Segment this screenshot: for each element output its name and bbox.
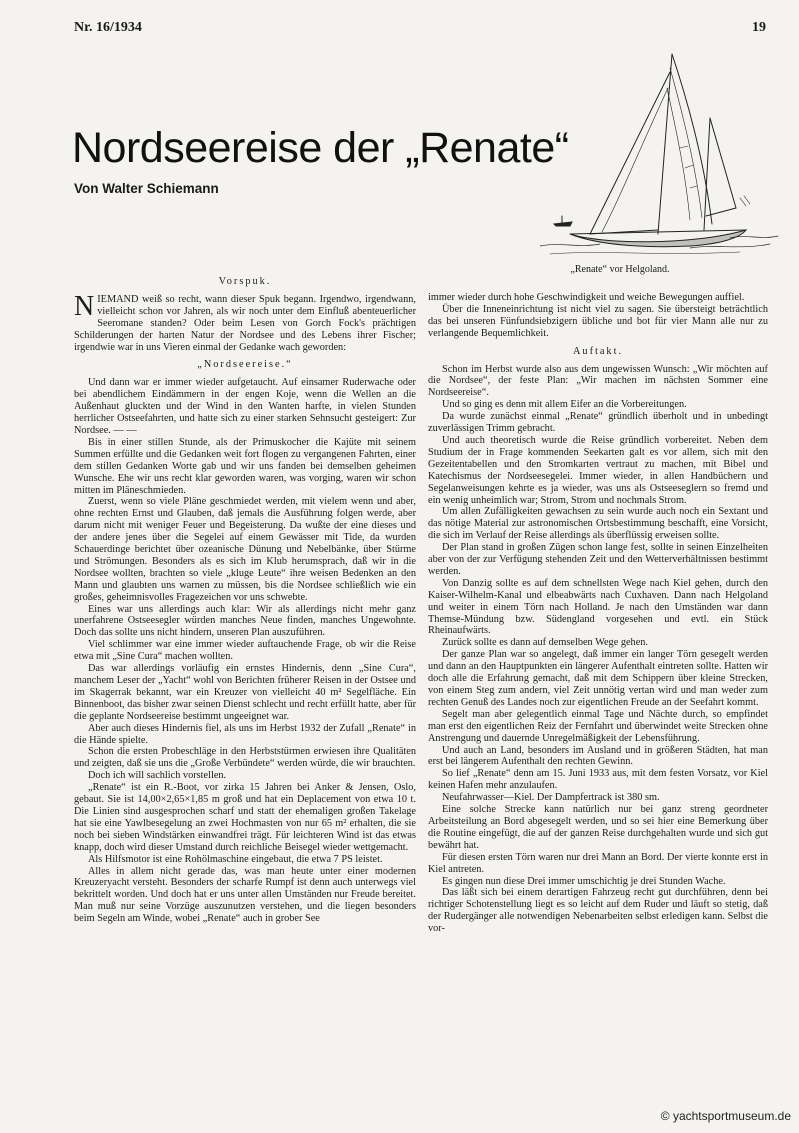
paragraph: Schon die ersten Probeschläge in den Herbststürmen erwiesen ihre Qualitäten und zeigten, daß sie uns die „Große Verbündete“ werden würde, die wir brauchten. bbox=[74, 746, 416, 770]
paragraph: Der ganze Plan war so angelegt, daß immer ein langer Törn gesegelt werden und dann an den Hauptpunkten ein längerer Aufenthalt eintreten sollte. Hatten wir doch alle die Erfahrung gemacht, daß mit dem Schippern über kleine Strecken, von einem Steg zum andern, viel Zeit unnötig vertan wird und man weder zum rechten Genuß des Landes noch zur eigentlichen Freude an der Seefahrt kommt. bbox=[428, 649, 768, 708]
paragraph: Das läßt sich bei einem derartigen Fahrzeug recht gut durchführen, denn bei richtiger Schotenstellung liegt es so leicht auf dem Ruder und läuft so stetig, daß der Rudergänger alle notwendigen Nebenarbeiten selbst erledigen kann. Selbst die vor- bbox=[428, 887, 768, 935]
article-title: Nordseereise der „Renate“ bbox=[72, 124, 569, 172]
paragraph: Um allen Zufälligkeiten gewachsen zu sein wurde auch noch ein Sextant und das nötige Material zur astronomischen Ortsbestimmung beschafft, eine Vorsicht, die sich im Verlauf der Reise allerdings als überflüssig erweisen sollte. bbox=[428, 506, 768, 542]
paragraph: Und dann war er immer wieder aufgetaucht. Auf einsamer Ruderwache oder bei abendlichem Eindämmern in der engen Koje, wenn die Wellen an die Außenhaut gluckten und der Wind in den Wanten harfte, in vielen Stunden herrlicher Ostseefahrten, und hatte sich zu einer starken Sehnsucht gesteigert: Zur Nordsee. — — bbox=[74, 377, 416, 436]
article-author: Von Walter Schiemann bbox=[74, 181, 219, 196]
paragraph: Und auch theoretisch wurde die Reise gründlich vorbereitet. Neben dem Studium der in Frage kommenden Seekarten galt es vor allem, sich mit den Gezeitentabellen und den Stromkarten vertraut zu machen, mit Bibel und Katechismus der Nordseesegelei. Immer wieder, in allen Handbüchern und Segelanweisungen kehrte es ja wieder, was uns als Ostseeseglern so fremd und ein wenig unheimlich war; Strom, Strom und nochmals Strom. bbox=[428, 434, 768, 506]
paragraph: Aber auch dieses Hindernis fiel, als uns im Herbst 1932 der Zufall „Renate“ in die Hände spielte. bbox=[74, 722, 416, 746]
paragraph: Schon im Herbst wurde also aus dem ungewissen Wunsch: „Wir möchten auf die Nordsee“, der feste Plan: „Wir machen im nächsten Sommer eine Nordseereise“. bbox=[428, 363, 768, 399]
paragraph: Und so ging es denn mit allem Eifer an die Vorbereitungen. bbox=[442, 399, 687, 411]
left-column bbox=[74, 276, 416, 1086]
paragraph: Über die Inneneinrichtung ist nicht viel zu sagen. Sie übersteigt beträchtlich das bei unseren Fünfundsiebzigern übliche und bot für vier Mann alle nur zu verlangende Bequemlichkeit. bbox=[428, 303, 768, 339]
paragraph: Für diesen ersten Törn waren nur drei Mann an Bord. Der vierte konnte erst in Kiel antreten. bbox=[428, 851, 768, 875]
paragraph: Von Danzig sollte es auf dem schnellsten Wege nach Kiel gehen, durch den Kaiser-Wilhelm-Kanal und elbeabwärts nach Cuxhaven. Dann nach Helgoland und weiter in einem Törn nach Holland. Je nach den Umständen war dann Themse-Mündung bzw. Südengland vorgesehen und evtl. ein Stück Rheinaufwärts. bbox=[428, 577, 768, 637]
page-number: 19 bbox=[752, 20, 766, 35]
paragraph: Zuerst, wenn so viele Pläne geschmiedet werden, mit vielem wenn und aber, ohne rechten Ernst und Glauben, daß jemals die Ausführung folgen werde, aber darum nicht mit weniger Feuer und Begeisterung. Da wußte der eine dieses und der andere jenes über die Segelei auf einem Gewässer mit Tide, da wurden Schauerdinge berichtet über ozeanische Dünung und Nebelbänke, über Stürme und Strömungen. Besonders als es sich im Klub herumsprach, daß wir in die Nordsee wollten, brachten so viele „kluge Leute“ ihre weisen Bedenken an den Mann und glaubten uns warnen zu müssen, bis die Nordsee schließlich wie ein großes, geheimnisvolles Fragezeichen vor uns schwebte. bbox=[74, 496, 416, 603]
figure-caption: „Renate“ vor Helgoland. bbox=[570, 264, 670, 275]
section-heading-auftakt: Auftakt. bbox=[572, 345, 624, 357]
section-heading-vorspuk: Vorspuk. bbox=[218, 276, 272, 287]
lead-paragraph bbox=[74, 290, 416, 354]
paragraph: Doch ich will sachlich vorstellen. bbox=[88, 770, 227, 782]
paragraph: Das war allerdings vorläufig ein ernstes Hindernis, denn „Sine Cura“, manchem Leser der „Yacht“ wohl von Berichten früherer Reisen in der Ostsee und im Skagerrak bekannt, war ein Kreuzer von vielleicht 40 m² Segelfläche. Ein Binnenboot, das bisher zwar seinen Dienst schlecht und recht erfüllt hatte, aber für die geplante Nordseereise bestimmt ungeeignet war. bbox=[74, 663, 416, 722]
paragraph: Da wurde zunächst einmal „Renate“ gründlich überholt und in unbedingt zuverlässigen Trimm gebracht. bbox=[428, 411, 768, 435]
paragraph: immer wieder durch hohe Geschwindigkeit und weiche Bewegungen auffiel. bbox=[428, 292, 745, 303]
paragraph: Viel schlimmer war eine immer wieder auftauchende Frage, ob wir die Reise etwa mit „Sine Cura“ machen wollten. bbox=[74, 639, 416, 663]
right-column bbox=[428, 292, 768, 1082]
paragraph: Es gingen nun diese Drei immer umschichtig je drei Stunden Wache. bbox=[442, 875, 726, 887]
paragraph: „Renate“ ist ein R.-Boot, vor zirka 15 Jahren bei Anker & Jensen, Oslo, gebaut. Sie ist 14,00×2,65×1,85 m groß und hat ein Deplacement von etwa 10 t. Die Linien sind ausgesprochen scharf und statt der ehemaligen großen Takelage hat sie eine Yawlbesegelung an zwei Hochmasten von nur 65 m² erhalten, die sie noch bei sieben Windstärken einwandfrei trägt. Für leichteren Wind ist das etwas knapp, doch wird dieser Umstand durch reichliche Beisegel wieder wettgemacht. bbox=[74, 782, 416, 853]
paragraph: Als Hilfsmotor ist eine Rohölmaschine eingebaut, die etwa 7 PS leistet. bbox=[88, 853, 383, 865]
paragraph: Der Plan stand in großen Zügen schon lange fest, sollte in seinen Einzelheiten aber von der zur Verfügung stehenden Zeit und den Wetterverhältnissen bestimmt werden. bbox=[428, 542, 768, 577]
paragraph: Bis in einer stillen Stunde, als der Primuskocher die Kajüte mit seinem Summen erfüllte und die Gedanken weit fort flogen zu vergangenen Fahrten, einer dem stillen Gedanken Worte gab und wir uns fanden bei demselben geheimen Wunsche. Ehe wir uns recht klar geworden waren, was vorging, waren wir schon mitten im Pläneschmieden. bbox=[74, 436, 416, 496]
lead-text: IEMAND weiß so recht, wann dieser Spuk begann. Irgendwo, irgendwann, vielleicht schon vor Jahren, als wir noch unter dem Einfluß abenteuerlicher Seeromane standen? Oder beim Lesen von Gorch Fock's prächtigen Schilderungen der harten Natur der Nordsee und des Lebens ihrer Fischer; irgendwie war in uns Vieren einmal der Gedanke wach geworden: bbox=[74, 293, 416, 353]
paragraph: Und auch an Land, besonders im Ausland und in größeren Städten, hat man erst bei längerem Aufenthalt den rechten Gewinn. bbox=[428, 744, 768, 768]
paragraph: Eine solche Strecke kann natürlich nur bei ganz streng geordneter Arbeitsteilung an Bord abgesegelt werden, und so sei hier eine Bemerkung über die Routine eingefügt, die auf der ganzen Reise durchgehalten wurde und sich gut bewährt hat. bbox=[428, 804, 768, 851]
paragraph: Alles in allem nicht gerade das, was man heute unter einer modernen Kreuzeryacht versteht. Besonders der scharfe Rumpf ist denn auch unterwegs viel bekrittelt worden. Und doch hat er uns unter allen Umständen nur Freude bereitet. Man muß nur seine Vorzüge auszunutzen verstehen, und die liegen besonders beim Segeln am Winde, wobei „Renate“ auch in grober See bbox=[74, 865, 416, 925]
paragraph: Segelt man aber gelegentlich einmal Tage und Nächte durch, so empfindet man erst den eigentlichen Reiz der Fernfahrt und überwindet weite Strecken ohne Anstrengung und dauernde Unregelmäßigkeit der Lebensführung. bbox=[428, 708, 768, 744]
drop-cap: N bbox=[74, 290, 95, 322]
quote-heading: „Nordseereise.“ bbox=[197, 359, 293, 371]
watermark: © yachtsportmuseum.de bbox=[660, 1109, 791, 1123]
paragraph: Eines war uns allerdings auch klar: Wir als allerdings nicht mehr ganz unerfahrene Ostseesegler würden manches Neue finden, manches Ungewohnte. Doch das sollte uns nicht hindern, unseren Plan auszuführen. bbox=[74, 603, 416, 639]
paragraph: Zurück sollte es dann auf demselben Wege gehen. bbox=[442, 637, 648, 649]
paragraph: So lief „Renate“ denn am 15. Juni 1933 aus, mit dem festen Vorsatz, vor Kiel keinen Hafen mehr anzulaufen. bbox=[428, 768, 768, 792]
issue-number: Nr. 16/1934 bbox=[74, 20, 142, 35]
paragraph: Neufahrwasser—Kiel. Der Dampfertrack ist 380 sm. bbox=[442, 792, 660, 804]
yacht-sketch-illustration bbox=[540, 48, 780, 260]
